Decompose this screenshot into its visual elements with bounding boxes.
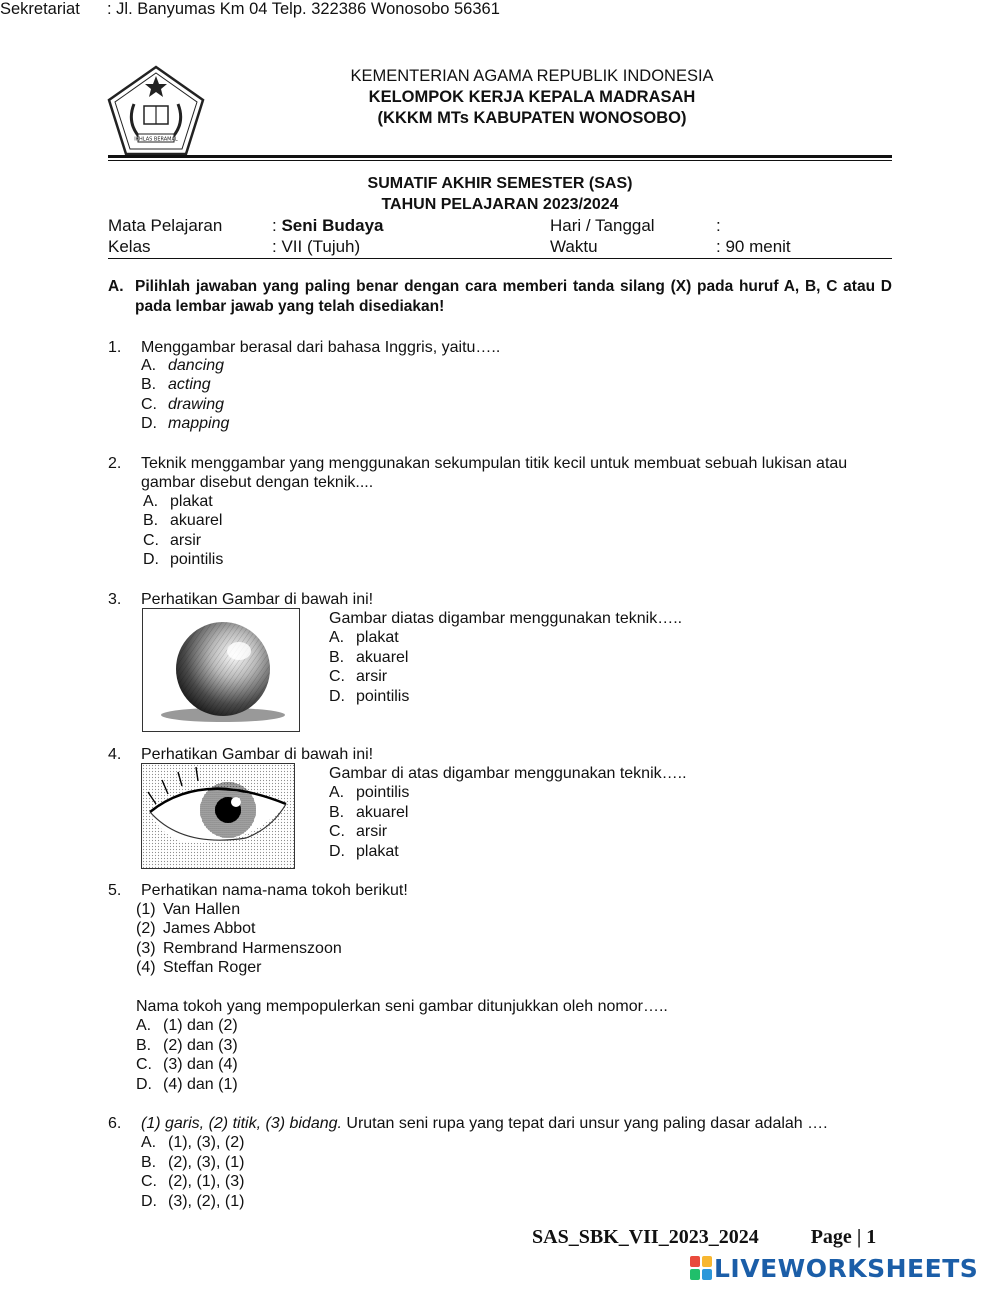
page-number: Page | 1 — [810, 1226, 877, 1248]
question-1-number: 1. — [108, 339, 122, 356]
question-5-number: 5. — [108, 882, 122, 899]
question-4-prompt: Gambar di atas digambar menggunakan teknik….. — [329, 765, 687, 782]
liveworksheets-brand[interactable] — [690, 1254, 978, 1283]
secretariat-label: Sekretariat — [0, 0, 80, 18]
group-name: KELOMPOK KERJA KEPALA MADRASAH — [368, 88, 696, 106]
page-footer — [532, 1226, 876, 1249]
class-value: : VII (Tujuh) — [272, 237, 361, 256]
svg-text:IKHLAS BERAMAL: IKHLAS BERAMAL — [134, 136, 178, 143]
class-label: Kelas — [108, 237, 151, 256]
question-4-number: 4. — [108, 746, 122, 763]
day-value: : — [716, 216, 721, 235]
document-code: SAS_SBK_VII_2023_2024 — [532, 1226, 759, 1248]
question-5-prompt: Nama tokoh yang mempopulerkan seni gambar ditunjukkan oleh nomor….. — [136, 998, 668, 1015]
shaded-sphere-image — [142, 608, 300, 732]
day-label: Hari / Tanggal — [550, 216, 655, 235]
question-6-number: 6. — [108, 1115, 122, 1132]
exam-title: SUMATIF AKHIR SEMESTER (SAS) — [367, 175, 633, 192]
question-2-number: 2. — [108, 455, 122, 472]
header-divider — [108, 155, 892, 158]
question-4-stem: Perhatikan Gambar di bawah ini! — [141, 746, 374, 763]
question-3-number: 3. — [108, 591, 122, 608]
instruction-label: A. — [108, 278, 124, 295]
question-3-prompt: Gambar diatas digambar menggunakan teknik….. — [329, 610, 683, 627]
question-2-stem: Teknik menggambar yang menggunakan sekumpulan titik kecil untuk membuat sebuah lukisan atau — [141, 455, 848, 472]
question-5-stem: Perhatikan nama-nama tokoh berikut! — [141, 882, 408, 899]
subject-value: : Seni Budaya — [272, 216, 384, 235]
liveworksheets-logo-icon — [690, 1256, 712, 1280]
info-divider — [108, 258, 892, 259]
instruction — [108, 277, 892, 317]
question-1-stem: Menggambar berasal dari bahasa Inggris, yaitu….. — [141, 339, 501, 356]
question-2-stem-cont: gambar disebut dengan teknik.... — [141, 474, 374, 491]
question-3-stem: Perhatikan Gambar di bawah ini! — [141, 591, 374, 608]
pointillism-eye-image — [141, 763, 295, 869]
secretariat-line — [0, 0, 600, 19]
region-name: (KKKM MTs KABUPATEN WONOSOBO) — [377, 109, 687, 127]
header-divider-thin — [108, 160, 892, 161]
brand-name: LIVEWORKSHEETS — [714, 1254, 979, 1283]
time-label: Waktu — [550, 237, 598, 256]
subject-label: Mata Pelajaran — [108, 216, 223, 235]
secretariat-address: : Jl. Banyumas Km 04 Telp. 322386 Wonosobo 56361 — [106, 0, 500, 18]
exam-year: TAHUN PELAJARAN 2023/2024 — [381, 196, 619, 213]
instruction-text: Pilihlah jawaban yang paling benar dengan cara memberi tanda silang (X) pada huruf A, B, C atau D pada lembar jawab yang telah disediakan! — [135, 278, 892, 315]
question-6-stem: (1) garis, (2) titik, (3) bidang. Urutan seni rupa yang tepat dari unsur yang paling dasar adalah …. — [141, 1115, 828, 1132]
time-value: : 90 menit — [716, 237, 791, 256]
ministry-name: KEMENTERIAN AGAMA REPUBLIK INDONESIA — [350, 67, 714, 85]
